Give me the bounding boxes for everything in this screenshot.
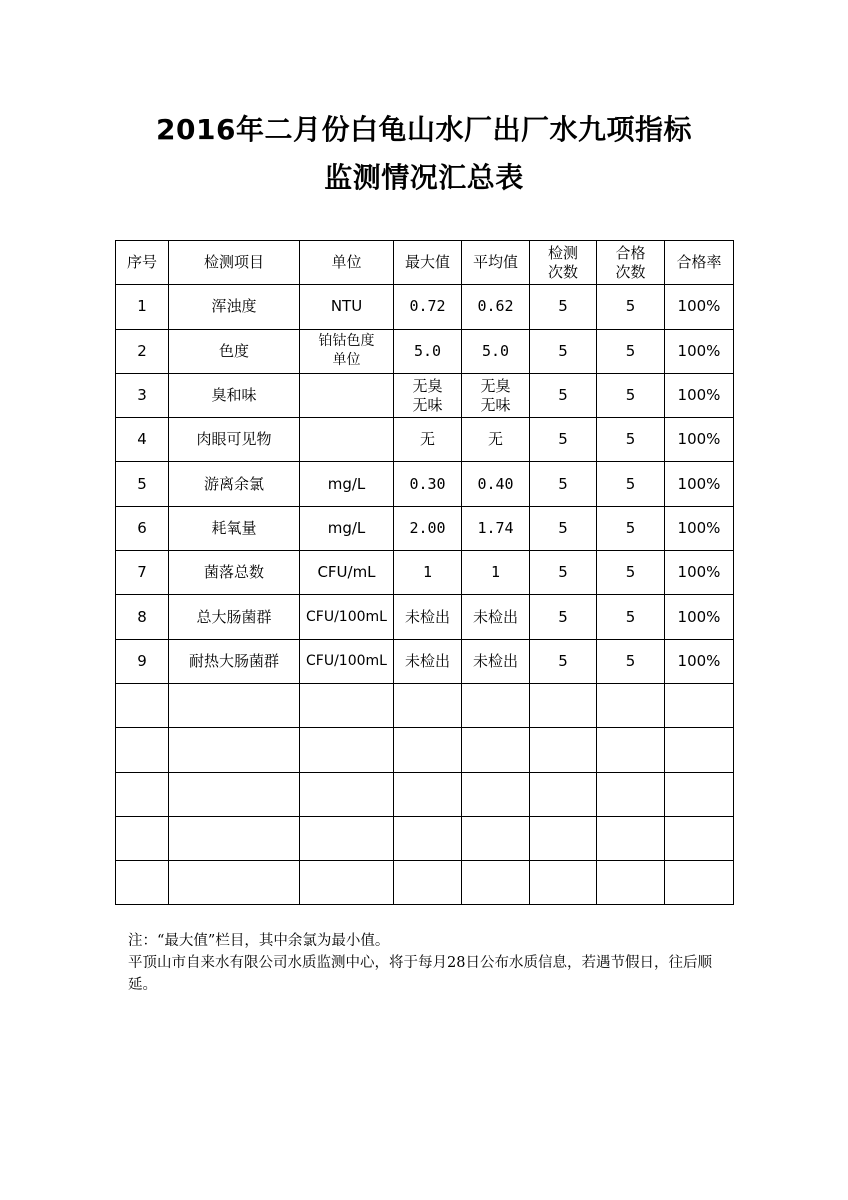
cell-test-count: 5: [530, 285, 597, 329]
cell-avg: 未检出: [462, 595, 530, 639]
cell-unit: CFU/mL: [300, 551, 394, 595]
table-row: [116, 551, 734, 595]
table-body: [116, 285, 734, 905]
empty-cell: [394, 728, 462, 772]
empty-cell: [394, 683, 462, 727]
empty-table-row: [116, 816, 734, 860]
cell-unit: 铂钴色度 单位: [300, 329, 394, 373]
empty-cell: [394, 861, 462, 905]
cell-max: 未检出: [394, 595, 462, 639]
cell-seq: 2: [116, 329, 169, 373]
empty-cell: [665, 772, 734, 816]
table-row: [116, 639, 734, 683]
empty-cell: [530, 728, 597, 772]
cell-avg: 0.40: [462, 462, 530, 506]
empty-cell: [462, 683, 530, 727]
cell-unit: CFU/100mL: [300, 595, 394, 639]
header-pass-rate: 合格率: [665, 241, 734, 285]
cell-pass-rate: 100%: [665, 506, 734, 550]
cell-max: 无: [394, 418, 462, 462]
table-row: [116, 462, 734, 506]
cell-test-count: 5: [530, 462, 597, 506]
cell-pass-rate: 100%: [665, 639, 734, 683]
cell-unit: [300, 418, 394, 462]
cell-unit: [300, 373, 394, 417]
empty-table-row: [116, 683, 734, 727]
cell-avg: 未检出: [462, 639, 530, 683]
cell-pass-count: 5: [597, 373, 665, 417]
empty-cell: [462, 861, 530, 905]
table-row: [116, 418, 734, 462]
cell-avg: 0.62: [462, 285, 530, 329]
empty-cell: [116, 816, 169, 860]
cell-seq: 8: [116, 595, 169, 639]
cell-max: 未检出: [394, 639, 462, 683]
table-row: [116, 506, 734, 550]
empty-cell: [597, 861, 665, 905]
empty-cell: [665, 728, 734, 772]
empty-cell: [665, 683, 734, 727]
summary-table: [115, 240, 734, 905]
cell-avg: 无: [462, 418, 530, 462]
empty-cell: [116, 772, 169, 816]
cell-item: 游离余氯: [169, 462, 300, 506]
cell-max: 0.72: [394, 285, 462, 329]
cell-unit: mg/L: [300, 462, 394, 506]
cell-max: 5.0: [394, 329, 462, 373]
note-line-1: 注：“最大值”栏目，其中余氯为最小值。: [128, 933, 390, 949]
cell-seq: 3: [116, 373, 169, 417]
cell-item: 总大肠菌群: [169, 595, 300, 639]
notes: [128, 930, 738, 996]
cell-test-count: 5: [530, 595, 597, 639]
cell-avg: 无臭 无味: [462, 373, 530, 417]
header-avg: 平均值: [462, 241, 530, 285]
cell-avg: 1: [462, 551, 530, 595]
cell-pass-rate: 100%: [665, 462, 734, 506]
cell-test-count: 5: [530, 418, 597, 462]
empty-cell: [597, 728, 665, 772]
cell-seq: 1: [116, 285, 169, 329]
empty-cell: [597, 772, 665, 816]
empty-cell: [530, 683, 597, 727]
empty-cell: [394, 772, 462, 816]
empty-cell: [300, 728, 394, 772]
cell-pass-count: 5: [597, 285, 665, 329]
cell-unit: mg/L: [300, 506, 394, 550]
cell-pass-count: 5: [597, 595, 665, 639]
cell-pass-rate: 100%: [665, 551, 734, 595]
cell-item: 肉眼可见物: [169, 418, 300, 462]
cell-item: 菌落总数: [169, 551, 300, 595]
empty-table-row: [116, 728, 734, 772]
empty-cell: [530, 816, 597, 860]
cell-test-count: 5: [530, 506, 597, 550]
document-title-line2: 监测情况汇总表: [324, 161, 524, 194]
cell-pass-count: 5: [597, 639, 665, 683]
header-unit: 单位: [300, 241, 394, 285]
empty-cell: [169, 816, 300, 860]
header-test-count: 检测 次数: [530, 241, 597, 285]
header-item: 检测项目: [169, 241, 300, 285]
empty-cell: [116, 683, 169, 727]
empty-cell: [169, 861, 300, 905]
empty-table-row: [116, 772, 734, 816]
empty-cell: [462, 772, 530, 816]
table-row: [116, 373, 734, 417]
cell-seq: 9: [116, 639, 169, 683]
note-line-2: 平顶山市自来水有限公司水质监测中心，将于每月28日公布水质信息，若遇节假日，往后顺延。: [128, 955, 712, 993]
table-row: [116, 285, 734, 329]
cell-test-count: 5: [530, 329, 597, 373]
empty-cell: [300, 683, 394, 727]
cell-item: 耗氧量: [169, 506, 300, 550]
cell-seq: 7: [116, 551, 169, 595]
header-pass-count: 合格 次数: [597, 241, 665, 285]
cell-unit: NTU: [300, 285, 394, 329]
table-row: [116, 595, 734, 639]
cell-max: 1: [394, 551, 462, 595]
cell-pass-count: 5: [597, 329, 665, 373]
cell-seq: 6: [116, 506, 169, 550]
empty-cell: [394, 816, 462, 860]
cell-item: 耐热大肠菌群: [169, 639, 300, 683]
cell-avg: 5.0: [462, 329, 530, 373]
empty-cell: [300, 772, 394, 816]
header-seq: 序号: [116, 241, 169, 285]
cell-unit: CFU/100mL: [300, 639, 394, 683]
empty-cell: [665, 816, 734, 860]
cell-pass-count: 5: [597, 551, 665, 595]
cell-seq: 4: [116, 418, 169, 462]
cell-pass-rate: 100%: [665, 595, 734, 639]
empty-cell: [116, 861, 169, 905]
empty-cell: [462, 816, 530, 860]
cell-item: 臭和味: [169, 373, 300, 417]
empty-cell: [462, 728, 530, 772]
cell-avg: 1.74: [462, 506, 530, 550]
cell-pass-rate: 100%: [665, 329, 734, 373]
empty-cell: [169, 728, 300, 772]
cell-pass-rate: 100%: [665, 285, 734, 329]
header-max: 最大值: [394, 241, 462, 285]
cell-pass-count: 5: [597, 462, 665, 506]
document-title-line1: 2016年二月份白龟山水厂出厂水九项指标: [156, 113, 692, 146]
cell-test-count: 5: [530, 373, 597, 417]
empty-cell: [665, 861, 734, 905]
empty-cell: [530, 861, 597, 905]
cell-seq: 5: [116, 462, 169, 506]
empty-table-row: [116, 861, 734, 905]
table-row: [116, 329, 734, 373]
empty-cell: [116, 728, 169, 772]
cell-item: 浑浊度: [169, 285, 300, 329]
cell-item: 色度: [169, 329, 300, 373]
empty-cell: [169, 683, 300, 727]
empty-cell: [300, 861, 394, 905]
table-header-row: [116, 241, 734, 285]
empty-cell: [597, 816, 665, 860]
cell-pass-count: 5: [597, 418, 665, 462]
empty-cell: [300, 816, 394, 860]
cell-pass-count: 5: [597, 506, 665, 550]
empty-cell: [169, 772, 300, 816]
cell-test-count: 5: [530, 639, 597, 683]
empty-cell: [597, 683, 665, 727]
cell-pass-rate: 100%: [665, 373, 734, 417]
cell-test-count: 5: [530, 551, 597, 595]
cell-max: 0.30: [394, 462, 462, 506]
cell-pass-rate: 100%: [665, 418, 734, 462]
cell-max: 2.00: [394, 506, 462, 550]
cell-max: 无臭 无味: [394, 373, 462, 417]
empty-cell: [530, 772, 597, 816]
